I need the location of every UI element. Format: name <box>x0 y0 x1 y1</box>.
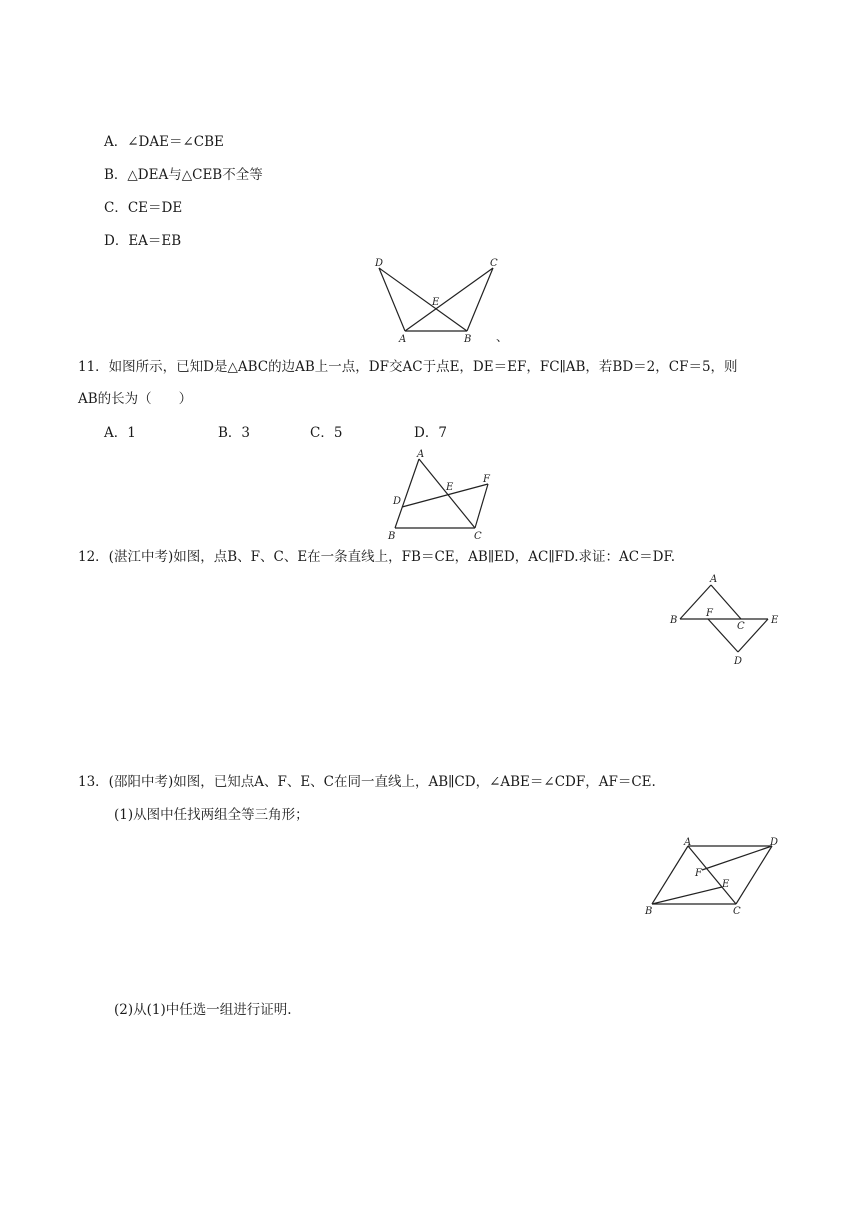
q11-label-c: C <box>474 531 482 542</box>
q12-label-a: A <box>710 574 718 585</box>
q11-text-line1: 11．如图所示，已知D是△ABC的边AB上一点，DF交AC于点E，DE＝EF，FC∥AB，若BD＝2，CF＝5，则 <box>78 359 738 375</box>
q13-label-d: D <box>770 837 779 848</box>
q10-option-c: C．CE＝DE <box>104 200 183 216</box>
q10-label-b: B <box>464 334 472 345</box>
q13-part1: (1)从图中任找两组全等三角形； <box>114 807 309 823</box>
q11-option-b: B．3 <box>218 425 251 441</box>
q13-label-b: B <box>645 906 653 917</box>
q11-option-a: A．1 <box>104 425 136 441</box>
q10-option-b: B．△DEA与△CEB不全等 <box>104 167 263 183</box>
q13-line-df <box>702 846 772 870</box>
q13-line-cd <box>736 846 772 904</box>
q11-figure <box>388 447 508 542</box>
q10-label-d: D <box>375 258 384 269</box>
q11-label-f: F <box>483 474 490 485</box>
q13-label-e: E <box>722 879 730 890</box>
q11-line-fc <box>475 484 488 528</box>
q10-label-c: C <box>490 258 498 269</box>
q13-label-c: C <box>733 906 741 917</box>
q12-label-b: B <box>670 615 678 626</box>
q12-text: 12．(湛江中考)如图，点B、F、C、E在一条直线上，FB＝CE，AB∥ED，AC∥FD.求证：AC＝DF. <box>78 549 676 565</box>
q10-stray-mark: 、 <box>496 330 509 344</box>
q11-option-c: C．5 <box>310 425 343 441</box>
q10-option-a: A．∠DAE＝∠CBE <box>104 134 224 150</box>
q10-label-a: A <box>399 334 407 345</box>
q11-line-df <box>402 484 488 507</box>
q11-label-e: E <box>446 482 454 493</box>
q11-label-d: D <box>393 496 402 507</box>
q11-line-ac <box>419 459 475 528</box>
q13-figure <box>642 836 792 926</box>
q13-label-a: A <box>684 837 692 848</box>
q12-label-d: D <box>734 656 743 667</box>
q13-line-ab <box>652 846 688 904</box>
q11-text-line2: AB的长为（ ） <box>78 391 193 407</box>
q13-label-f: F <box>695 868 702 879</box>
q10-figure <box>370 255 520 345</box>
q10-label-e: E <box>432 297 440 308</box>
q12-label-c: C <box>737 621 745 632</box>
q13-part2: (2)从(1)中任选一组进行证明. <box>114 1002 292 1018</box>
q11-line-ab <box>395 459 419 528</box>
q12-figure <box>666 572 786 672</box>
q12-label-f: F <box>706 608 713 619</box>
q11-label-b: B <box>388 531 396 542</box>
q13-text: 13．(邵阳中考)如图，已知点A、F、E、C在同一直线上，AB∥CD，∠ABE＝∠CDF，AF＝CE. <box>78 774 656 790</box>
q11-label-a: A <box>417 449 425 460</box>
q10-option-d: D．EA＝EB <box>104 233 182 249</box>
q12-line-ac <box>711 585 741 619</box>
q13-line-be <box>652 887 722 904</box>
q12-label-e: E <box>771 615 779 626</box>
q11-option-d: D．7 <box>414 425 447 441</box>
q12-line-fd <box>708 619 738 652</box>
